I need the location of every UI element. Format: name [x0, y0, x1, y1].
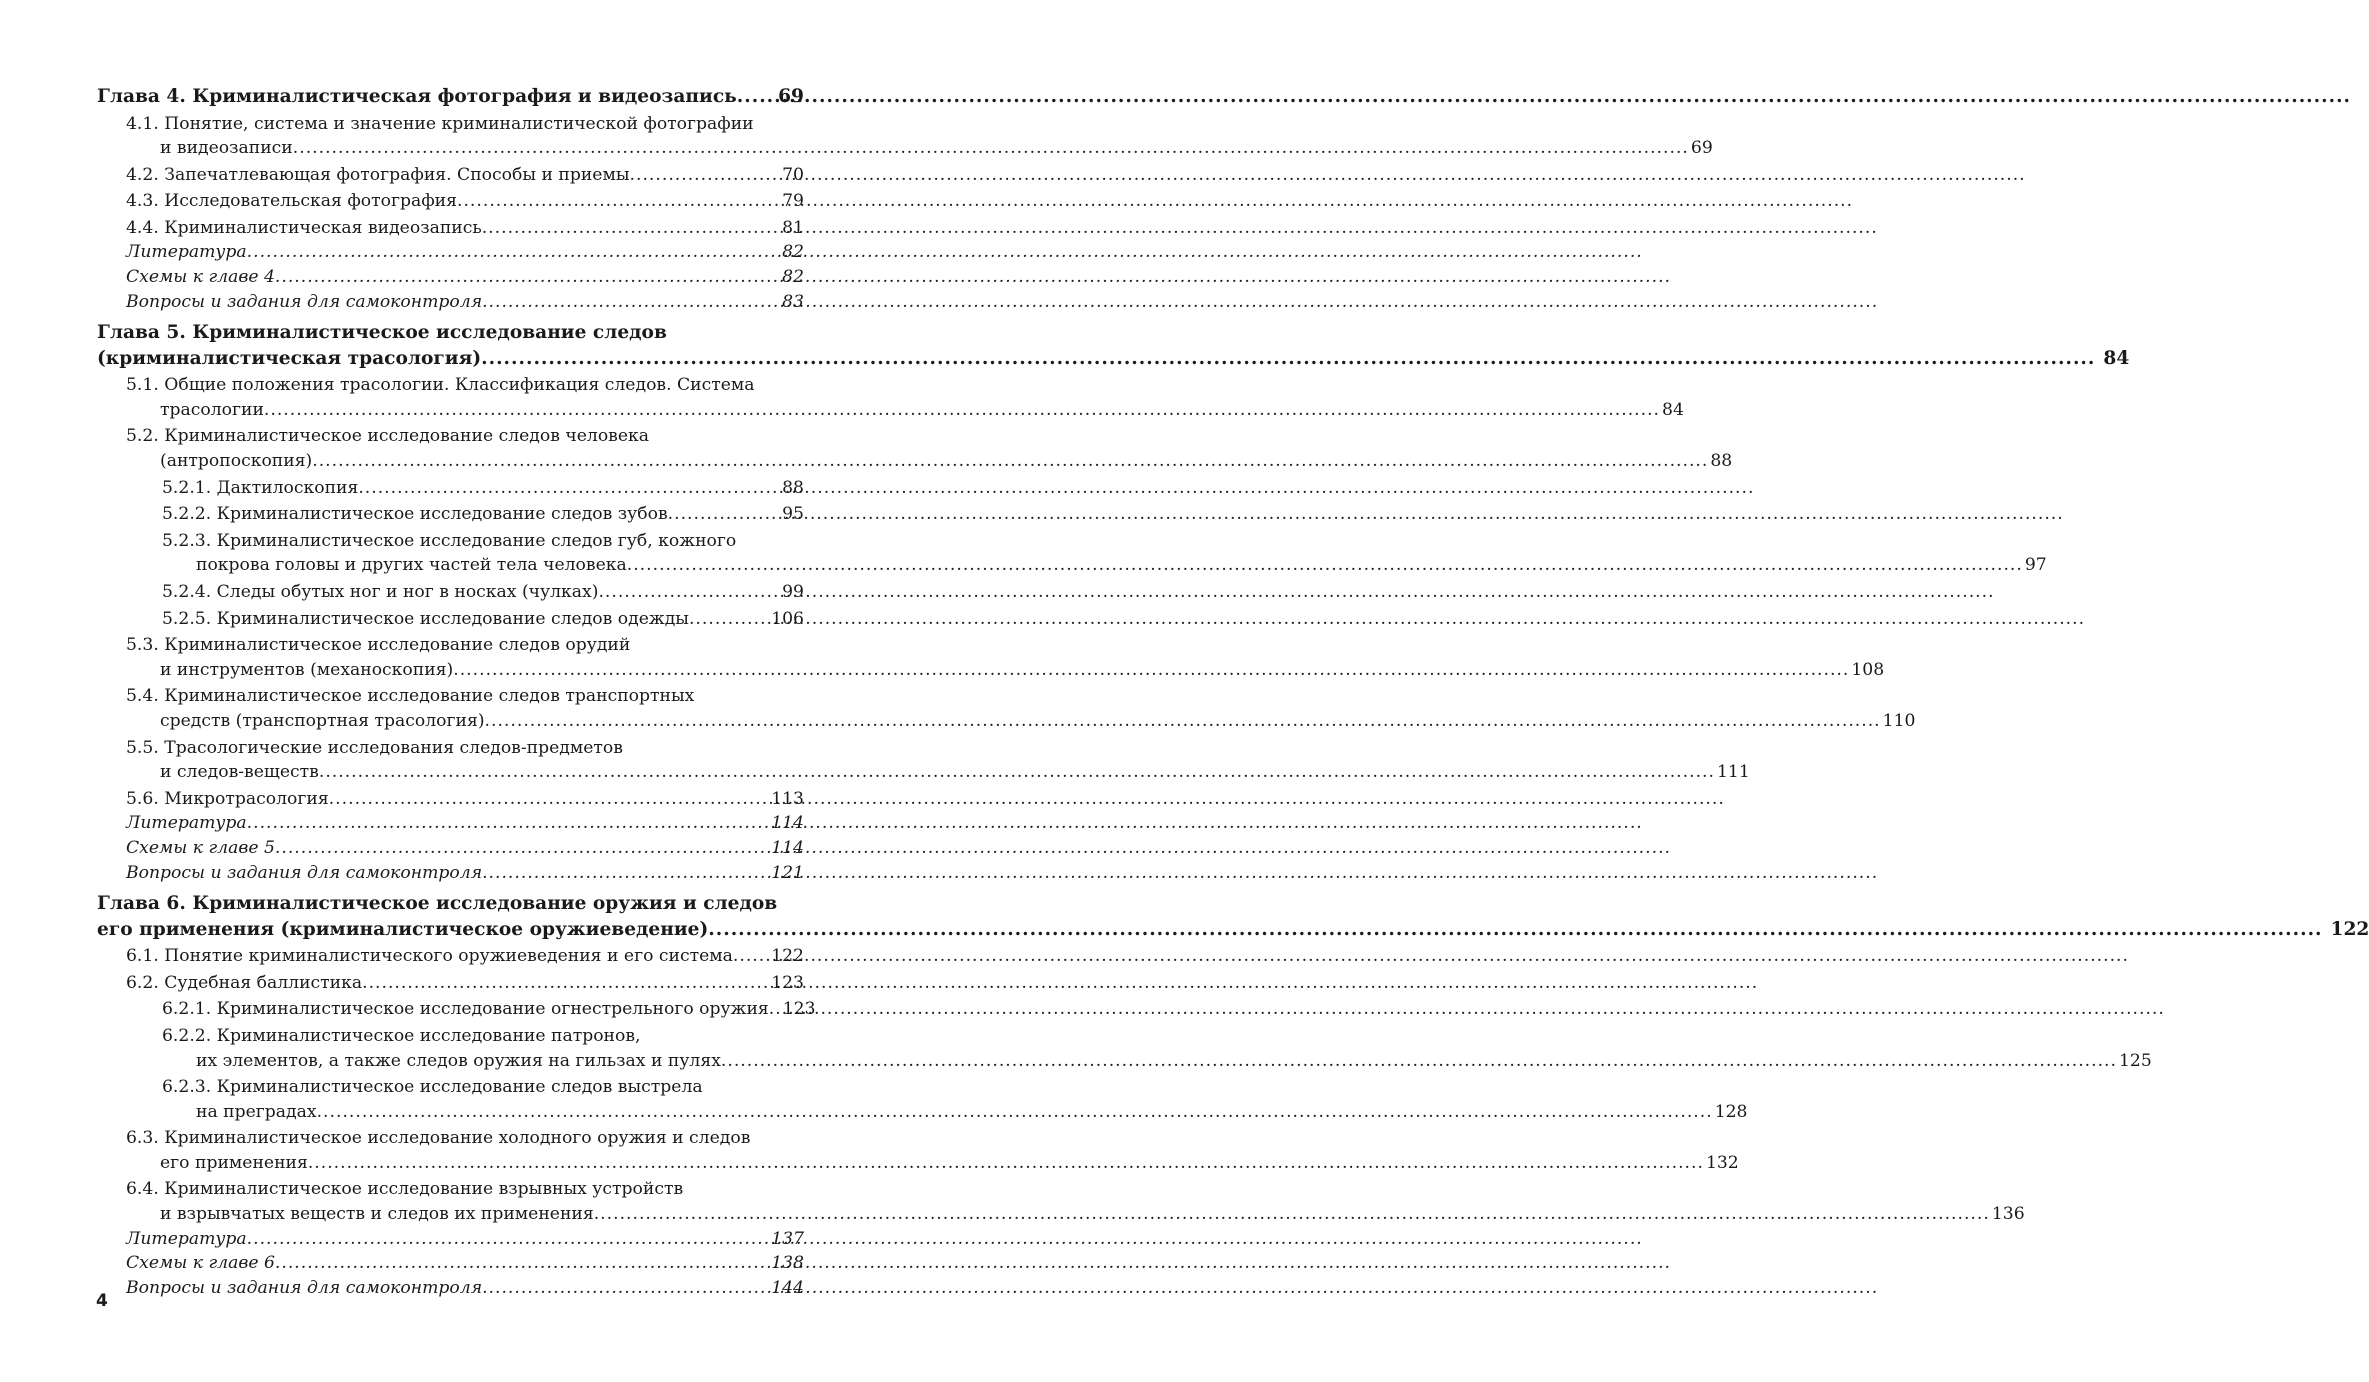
- toc-page-number: 123: [771, 972, 804, 993]
- toc-entry-row: [126, 1202, 2025, 1227]
- toc-entry: [97, 861, 804, 886]
- toc-entry-row: [97, 346, 2130, 372]
- toc-entry-row: [126, 658, 1885, 683]
- toc-entry-title-line: Глава 5. Криминалистическое исследование следов: [97, 322, 667, 344]
- toc-entry-title-line: 4.1. Понятие, система и значение криминалистической фотографии: [126, 113, 754, 134]
- toc-entry: [97, 112, 1713, 161]
- toc-entry: [97, 633, 1885, 682]
- leader-dots: [627, 555, 2023, 575]
- toc-entry-title: их элементов, а также следов оружия на гильзах и пулях: [196, 1050, 721, 1071]
- toc-entry: [97, 529, 2047, 578]
- toc-entry-title-line: 6.3. Криминалистическое исследование холодного оружия и следов: [126, 1128, 751, 1149]
- leader-dots: [594, 1204, 1990, 1224]
- toc-entry-title: 4.2. Запечатлевающая фотография. Способы и приемы: [126, 164, 630, 185]
- toc-entry-title: и следов-веществ: [160, 762, 319, 783]
- toc-entry: [97, 607, 804, 632]
- toc-page-number: 82: [782, 267, 804, 288]
- toc-entry-title: Схемы к главе 4: [126, 267, 275, 288]
- leader-dots: [482, 290, 780, 315]
- toc-page-number: 136: [1991, 1204, 2025, 1225]
- toc-entry-row: [126, 944, 804, 969]
- leader-dots: [769, 997, 781, 1022]
- toc-entry: [97, 811, 804, 836]
- toc-entry-title: его применения (криминалистическое оружиеведение): [97, 918, 709, 940]
- toc-entry: [97, 971, 804, 996]
- leader-dots: [481, 348, 2095, 369]
- leader-dots: [598, 580, 780, 605]
- leader-dots: [737, 84, 770, 110]
- toc-entry-title: Глава 4. Криминалистическая фотография и видеозапись: [97, 86, 737, 107]
- table-of-contents: [97, 84, 2369, 1300]
- toc-entry-row: [126, 709, 1916, 734]
- toc-page-number: 144: [771, 1277, 804, 1298]
- toc-entry: [97, 684, 1916, 733]
- toc-entry-title: 5.2.5. Криминалистическое исследование следов одежды: [162, 608, 689, 629]
- toc-entry-title: средств (транспортная трасология): [160, 710, 485, 731]
- toc-entry-row: [126, 836, 804, 861]
- toc-entry-row: [162, 580, 804, 605]
- toc-entry-row: [126, 1151, 1739, 1176]
- toc-entry-row: [126, 265, 804, 290]
- toc-entry: [97, 290, 804, 315]
- toc-entry: [97, 580, 804, 605]
- toc-entry: [97, 163, 804, 188]
- toc-entry-title: Схемы к главе 6: [126, 1253, 275, 1274]
- toc-page-number: 137: [771, 1228, 804, 1249]
- toc-page-number: 69: [778, 86, 804, 107]
- toc-page-number: 123: [782, 999, 816, 1020]
- leader-dots: [329, 787, 769, 812]
- toc-entry-title: на преградах: [196, 1101, 317, 1122]
- toc-page-number: 84: [1662, 399, 1684, 420]
- toc-entry-title: Вопросы и задания для самоконтроля: [126, 862, 483, 883]
- toc-entry-row: [162, 553, 2047, 578]
- toc-entry: [97, 736, 1750, 785]
- toc-entry-title-line: 5.4. Криминалистическое исследование следов транспортных: [126, 686, 695, 707]
- toc-page-number: 99: [782, 582, 804, 602]
- toc-entry-title: его применения: [160, 1152, 308, 1173]
- toc-entry-title: 6.2.1. Криминалистическое исследование огнестрельного оружия: [162, 999, 769, 1020]
- leader-dots: [485, 711, 1881, 731]
- toc-entry-row: [126, 787, 804, 812]
- toc-page-number: 81: [782, 217, 804, 238]
- leader-dots: [275, 1251, 769, 1276]
- toc-entry-title-line: 5.5. Трасологические исследования следов-предметов: [126, 737, 623, 758]
- toc-entry: [97, 189, 804, 214]
- toc-entry-row: [126, 136, 1713, 161]
- toc-page-number: 111: [1716, 762, 1750, 783]
- toc-chapter-entry: [97, 891, 2369, 942]
- toc-entry-title: 4.3. Исследовательская фотография: [126, 191, 457, 212]
- toc-page-number: 125: [2119, 1050, 2152, 1071]
- toc-entry-title: и взрывчатых веществ и следов их применения: [160, 1204, 594, 1225]
- toc-entry-row: [162, 997, 816, 1022]
- leader-dots: [247, 811, 770, 836]
- leader-dots: [312, 451, 1708, 471]
- toc-entry: [97, 1227, 804, 1252]
- toc-entry-title: Литература: [126, 813, 247, 834]
- toc-entry-title: 4.4. Криминалистическая видеозапись: [126, 217, 482, 238]
- toc-entry-row: [126, 240, 804, 265]
- toc-entry-title: покрова головы и других частей тела человека: [196, 555, 627, 576]
- toc-entry-row: [97, 84, 804, 110]
- toc-entry-title: 6.2. Судебная баллистика: [126, 972, 363, 993]
- toc-entry-title: Вопросы и задания для самоконтроля: [126, 291, 483, 312]
- toc-entry: [97, 216, 804, 241]
- toc-entry-title: и инструментов (механоскопия): [160, 659, 454, 680]
- leader-dots: [308, 1153, 1704, 1173]
- leader-dots: [358, 476, 780, 501]
- toc-entry-row: [126, 216, 804, 241]
- leader-dots: [453, 660, 1849, 680]
- toc-entry-row: [162, 476, 804, 501]
- toc-entry-title: Литература: [126, 1228, 247, 1249]
- toc-page-number: 128: [1714, 1101, 1748, 1122]
- toc-entry-title: и видеозаписи: [160, 138, 293, 159]
- toc-entry-title: 5.2.4. Следы обутых ног и ног в носках (чулках): [162, 582, 599, 602]
- toc-entry-title-line: 5.1. Общие положения трасологии. Классификация следов. Система: [126, 375, 755, 396]
- toc-entry-title: 5.2.2. Криминалистическое исследование следов зубов: [162, 504, 668, 525]
- toc-entry-title-line: 6.2.3. Криминалистическое исследование следов выстрела: [162, 1077, 703, 1098]
- toc-entry: [97, 424, 1733, 473]
- toc-chapter-entry: [97, 84, 804, 110]
- toc-entry: [97, 373, 1684, 422]
- toc-entry-row: [126, 290, 804, 315]
- toc-page-number: 83: [782, 291, 804, 312]
- toc-entry-row: [126, 163, 804, 188]
- toc-entry: [97, 997, 816, 1022]
- leader-dots: [482, 216, 780, 241]
- toc-entry-row: [126, 189, 804, 214]
- toc-entry-row: [126, 861, 804, 886]
- leader-dots: [275, 836, 769, 861]
- toc-entry: [97, 1024, 2152, 1073]
- toc-entry-title-line: Глава 6. Криминалистическое исследование оружия и следов: [97, 893, 778, 915]
- toc-page-number: 70: [782, 164, 804, 185]
- toc-entry-title: (антропоскопия): [160, 451, 313, 472]
- toc-entry: [97, 240, 804, 265]
- toc-entry: [97, 476, 804, 501]
- toc-page-number: 113: [771, 788, 804, 809]
- toc-page-number: 97: [2024, 555, 2047, 576]
- toc-entry-title-line: 6.4. Криминалистическое исследование взрывных устройств: [126, 1179, 684, 1200]
- leader-dots: [264, 400, 1660, 420]
- toc-entry-title-line: 6.2.2. Криминалистическое исследование патронов,: [162, 1025, 641, 1046]
- leader-dots: [293, 138, 1689, 158]
- toc-entry-row: [162, 502, 804, 527]
- leader-dots: [721, 1051, 2117, 1071]
- toc-entry-row: [162, 607, 804, 632]
- toc-entry-row: [126, 1227, 804, 1252]
- toc-page-number: 122: [2330, 918, 2369, 940]
- toc-page-number: 106: [771, 608, 804, 629]
- leader-dots: [733, 944, 769, 969]
- leader-dots: [247, 1227, 770, 1252]
- toc-entry: [97, 265, 804, 290]
- toc-entry-title: 6.1. Понятие криминалистического оружиеведения и его система: [126, 946, 733, 967]
- toc-entry-title-line: 5.2.3. Криминалистическое исследование следов губ, кожного: [162, 530, 737, 551]
- toc-entry-row: [162, 1049, 2152, 1074]
- toc-page-number: 138: [771, 1253, 804, 1274]
- leader-dots: [275, 265, 780, 290]
- toc-entry-title-line: 5.2. Криминалистическое исследование следов человека: [126, 426, 650, 447]
- toc-entry-title: трасологии: [160, 399, 264, 420]
- page-number: 4: [96, 1291, 108, 1311]
- toc-entry: [97, 944, 804, 969]
- toc-entry-row: [97, 917, 2369, 943]
- leader-dots: [247, 240, 780, 265]
- toc-entry-row: [126, 760, 1750, 785]
- toc-entry: [97, 1126, 1739, 1175]
- toc-page-number: 88: [782, 477, 804, 498]
- toc-page-number: 114: [771, 837, 804, 858]
- toc-entry: [97, 1177, 2025, 1226]
- leader-dots: [319, 762, 1715, 782]
- toc-entry-title: 5.2.1. Дактилоскопия: [162, 477, 359, 498]
- toc-entry-title: Литература: [126, 242, 247, 263]
- toc-entry-title: (криминалистическая трасология): [97, 347, 482, 369]
- toc-page-number: 114: [771, 813, 804, 834]
- leader-dots: [482, 861, 769, 886]
- toc-page-number: 110: [1882, 710, 1916, 731]
- toc-entry: [97, 1251, 804, 1276]
- toc-entry: [97, 1075, 1748, 1124]
- toc-chapter-entry: [97, 320, 2130, 371]
- toc-entry-title-line: 5.3. Криминалистическое исследование следов орудий: [126, 635, 631, 656]
- toc-entry: [97, 502, 804, 527]
- toc-entry-row: [162, 1100, 1748, 1125]
- toc-entry-title: Вопросы и задания для самоконтроля: [126, 1277, 483, 1298]
- toc-page-number: 132: [1705, 1152, 1739, 1173]
- toc-page-number: 84: [2103, 347, 2130, 369]
- leader-dots: [630, 163, 781, 188]
- toc-entry-title: 5.6. Микротрасология: [126, 788, 329, 809]
- toc-page-number: 121: [771, 862, 804, 883]
- toc-entry-row: [126, 971, 804, 996]
- leader-dots: [689, 607, 769, 632]
- leader-dots: [482, 1276, 769, 1301]
- toc-entry-row: [126, 449, 1733, 474]
- leader-dots: [708, 919, 2322, 940]
- toc-page-number: 122: [771, 946, 804, 967]
- toc-page-number: 108: [1851, 659, 1885, 680]
- toc-page-number: 79: [782, 191, 804, 212]
- toc-entry: [97, 1276, 804, 1301]
- leader-dots: [668, 502, 780, 527]
- toc-entry: [97, 836, 804, 861]
- toc-page-number: 82: [782, 242, 804, 263]
- leader-dots: [317, 1102, 1713, 1122]
- toc-page-number: 69: [1690, 138, 1713, 159]
- toc-entry-row: [126, 1251, 804, 1276]
- toc-page-number: 95: [782, 504, 804, 525]
- toc-entry-row: [126, 1276, 804, 1301]
- leader-dots: [457, 189, 780, 214]
- toc-entry-row: [126, 811, 804, 836]
- toc-entry: [97, 787, 804, 812]
- toc-entry-row: [126, 398, 1684, 423]
- toc-entry-title: Схемы к главе 5: [126, 837, 275, 858]
- toc-page-number: 88: [1710, 451, 1733, 472]
- leader-dots: [362, 971, 769, 996]
